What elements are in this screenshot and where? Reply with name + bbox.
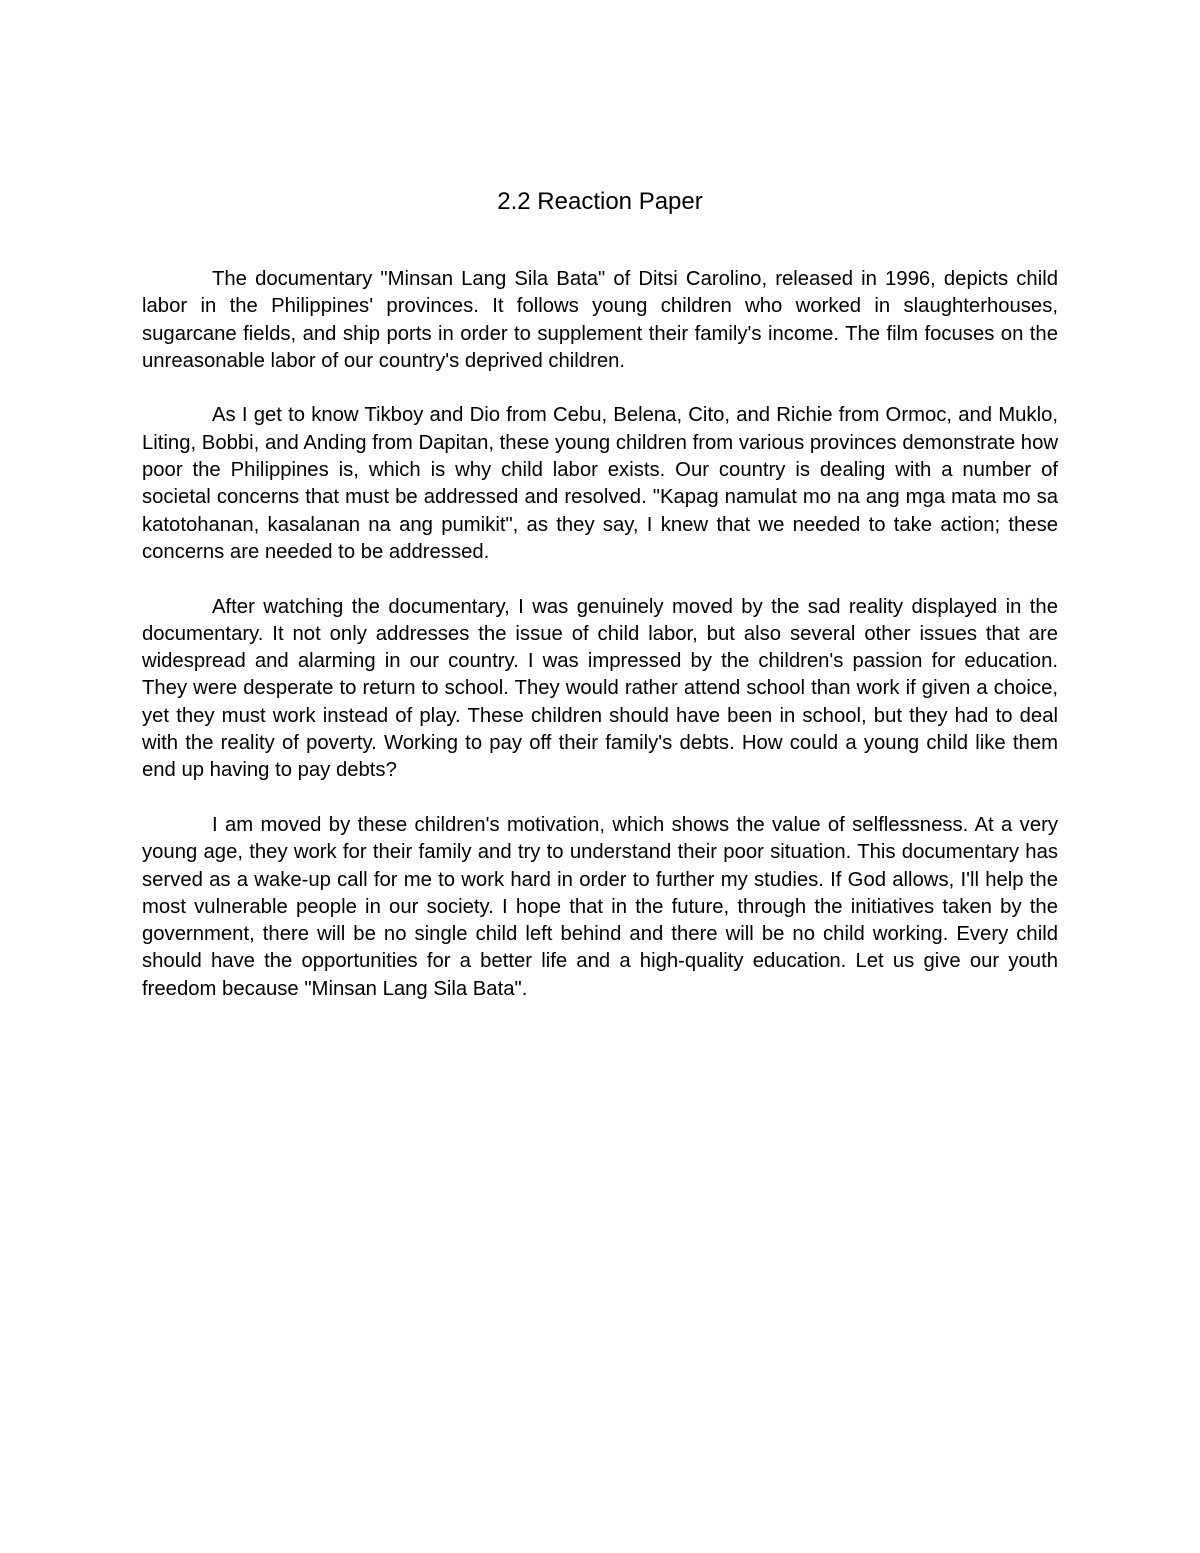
paragraph-1: The documentary "Minsan Lang Sila Bata" of Ditsi Carolino, released in 1996, depicts child labor in the Philippines' provinces. It follows young children who worked in slaughterhouses, sugarcane fields, and ship ports in order to supplement their family's income. The film focuses on the unreasonable labor of our country's deprived children. — [142, 268, 1058, 372]
paragraph-2: As I get to know Tikboy and Dio from Cebu, Belena, Cito, and Richie from Ormoc, and Muklo, Liting, Bobbi, and Anding from Dapitan, these young children from various provinces demonstrate how poor the Philippines is, which is why child labor exists. Our country is dealing with a number of societal concerns that must be addressed and resolved. "Kapag namulat mo na ang mga mata mo sa katotohanan, kasalanan na ang pumikit", as they say, I knew that we needed to take action; these concerns are needed to be addressed. — [142, 404, 1058, 563]
document-body — [142, 266, 1058, 1030]
document-title: 2.2 Reaction Paper — [497, 188, 703, 215]
paragraph-4: I am moved by these children's motivation, which shows the value of selflessness. At a very young age, they work for their family and try to understand their poor situation. This documentary has served as a wake-up call for me to work hard in order to further my studies. If God allows, I'll help the most vulnerable people in our society. I hope that in the future, through the initiatives taken by the government, there will be no single child left behind and there will be no child working. Every child should have the opportunities for a better life and a high-quality education. Let us give our youth freedom because "Minsan Lang Sila Bata". — [142, 813, 1058, 1000]
paragraph-3: After watching the documentary, I was genuinely moved by the sad reality displayed in the documentary. It not only addresses the issue of child labor, but also several other issues that are widespread and alarming in our country. I was impressed by the children's passion for education. They were desperate to return to school. They would rather attend school than work if given a choice, yet they must work instead of play. These children should have been in school, but they had to deal with the reality of poverty. Working to pay off their family's debts. How could a young child like them end up having to pay debts? — [142, 595, 1058, 782]
